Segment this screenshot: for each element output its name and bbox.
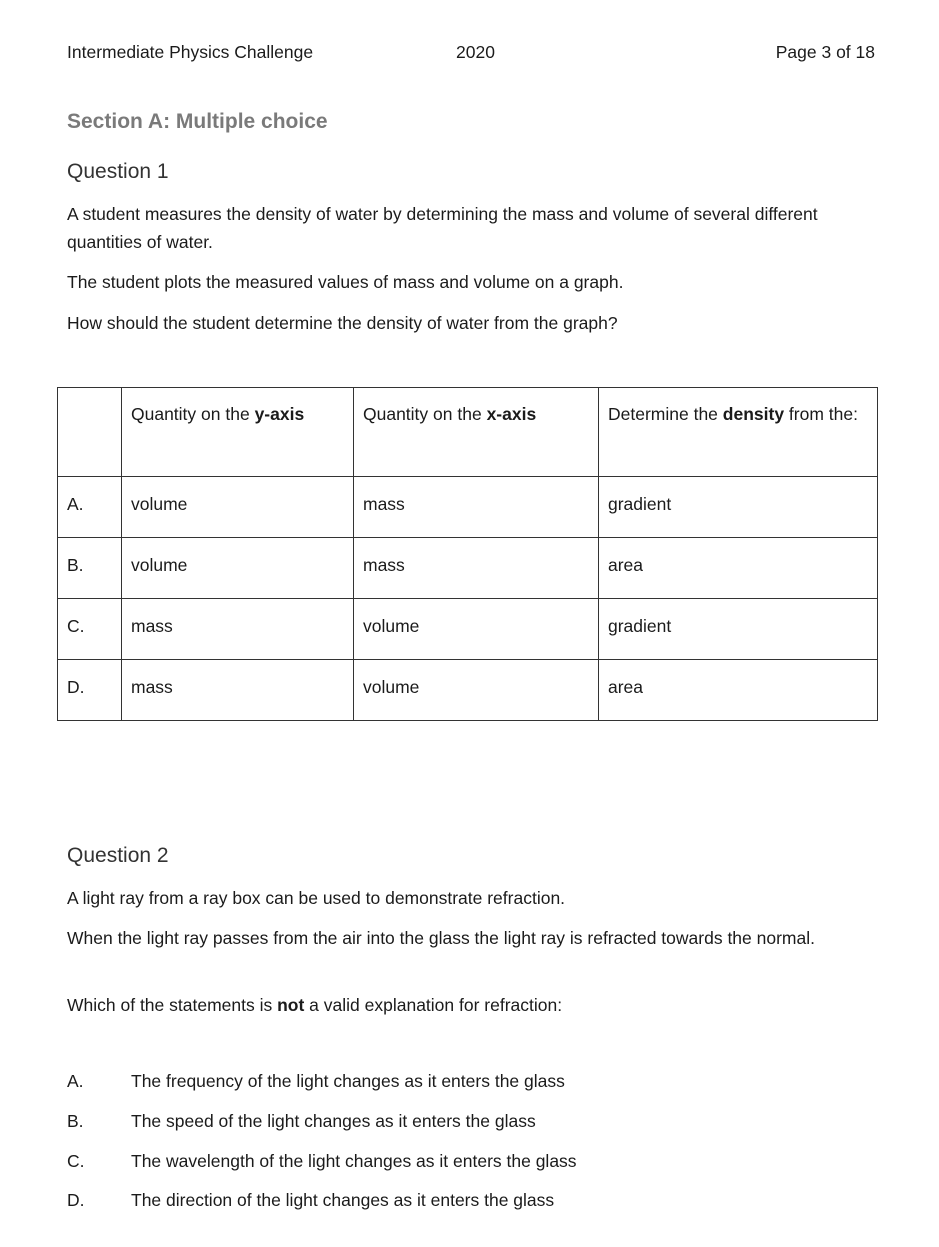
section-title: Section A: Multiple choice — [67, 110, 328, 133]
table-header-y-axis — [122, 388, 354, 477]
paragraph-text: a valid explanation for refraction: — [304, 995, 563, 1015]
question-2-option-c — [67, 1151, 577, 1172]
header-text: Quantity on the — [131, 404, 255, 424]
row-y-axis: mass — [122, 660, 354, 721]
row-y-axis: mass — [122, 599, 354, 660]
table-row — [58, 660, 878, 721]
row-x-axis: mass — [354, 477, 599, 538]
header-bold-text: density — [722, 404, 785, 424]
row-letter: D. — [58, 660, 122, 721]
option-text: The wavelength of the light changes as it enters the glass — [131, 1151, 577, 1171]
paragraph-text: Which of the statements is — [67, 995, 278, 1015]
option-text: The direction of the light changes as it enters the glass — [131, 1190, 555, 1210]
header-bold-text: x-axis — [486, 404, 537, 424]
table-row — [58, 477, 878, 538]
row-y-axis: volume — [122, 477, 354, 538]
row-method: gradient — [599, 599, 878, 660]
option-letter: B. — [67, 1111, 84, 1131]
table-header-density — [599, 388, 878, 477]
header-year: 2020 — [456, 42, 495, 62]
option-text: The frequency of the light changes as it enters the glass — [131, 1071, 565, 1091]
table-header-row — [58, 388, 878, 477]
option-letter: C. — [67, 1151, 85, 1171]
question-2-paragraph-1: A light ray from a ray box can be used to demonstrate refraction. — [67, 888, 566, 908]
option-text: The speed of the light changes as it enters the glass — [131, 1111, 536, 1131]
row-x-axis: mass — [354, 538, 599, 599]
question-2-option-d — [67, 1190, 554, 1211]
option-letter: A. — [67, 1071, 84, 1091]
question-2-paragraph-2: When the light ray passes from the air into the glass the light ray is refracted towards the normal. — [67, 928, 815, 948]
question-2-paragraph-3 — [67, 991, 867, 1019]
table-header-x-axis — [354, 388, 599, 477]
question-1-title: Question 1 — [67, 160, 169, 183]
row-method: area — [599, 660, 878, 721]
question-2-option-a — [67, 1071, 565, 1092]
table-row — [58, 599, 878, 660]
row-y-axis: volume — [122, 538, 354, 599]
table-header-blank — [58, 388, 122, 477]
header-bold-text: y-axis — [254, 404, 305, 424]
row-x-axis: volume — [354, 599, 599, 660]
header-page-number: Page 3 of 18 — [775, 42, 875, 62]
question-1-paragraph-2: The student plots the measured values of mass and volume on a graph. — [67, 272, 624, 292]
option-letter: D. — [67, 1190, 85, 1210]
row-x-axis: volume — [354, 660, 599, 721]
header-text: from the: — [784, 404, 858, 424]
question-1-answer-table — [57, 387, 878, 721]
question-2-title: Question 2 — [67, 844, 169, 867]
row-method: area — [599, 538, 878, 599]
table-row — [58, 538, 878, 599]
header-title: Intermediate Physics Challenge — [67, 42, 314, 62]
row-letter: B. — [58, 538, 122, 599]
header-text: Quantity on the — [363, 404, 487, 424]
question-1-paragraph-3: How should the student determine the density of water from the graph? — [67, 313, 618, 333]
header-text: Determine the — [608, 404, 723, 424]
row-letter: A. — [58, 477, 122, 538]
question-1-paragraph-1: A student measures the density of water by determining the mass and volume of several different quantities of water. — [67, 204, 818, 252]
row-letter: C. — [58, 599, 122, 660]
question-2-option-b — [67, 1111, 536, 1132]
paragraph-bold-text: not — [277, 995, 305, 1015]
row-method: gradient — [599, 477, 878, 538]
